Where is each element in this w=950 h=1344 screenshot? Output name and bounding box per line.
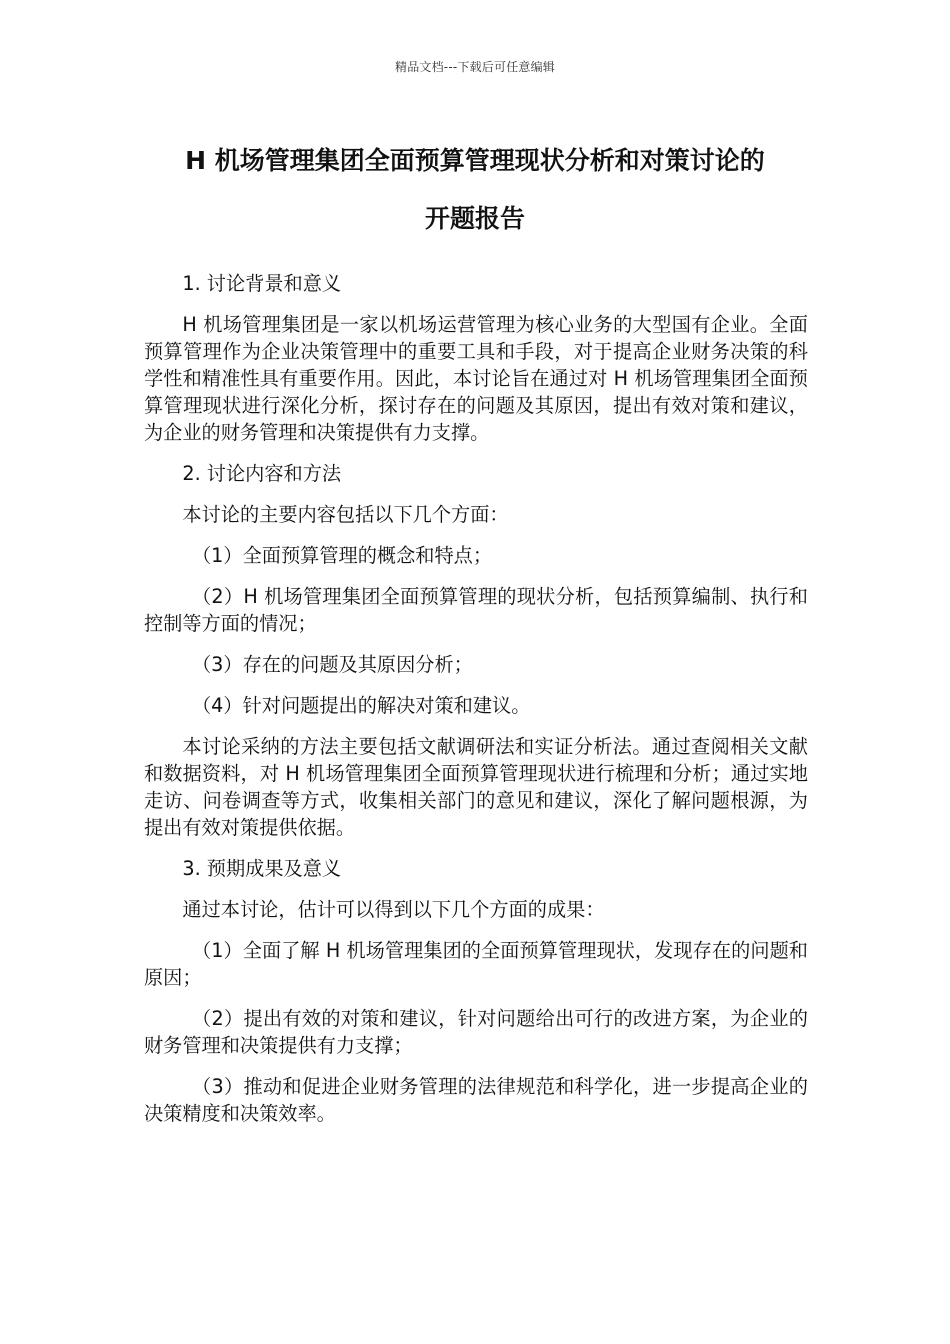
section-2-item-3: （3）存在的问题及其原因分析；: [192, 653, 473, 676]
title-line-2: 开题报告: [424, 204, 525, 233]
section-2-item-4: （4）针对问题提出的解决对策和建议。: [192, 694, 531, 717]
section-2-intro: 本讨论的主要内容包括以下几个方面：: [182, 503, 509, 526]
title-line-1: H 机场管理集团全面预算管理现状分析和对策讨论的: [185, 146, 765, 175]
section-3-item-1: （1）全面了解 H 机场管理集团的全面预算管理现状，发现存在的问题和原因；: [144, 939, 808, 989]
section-3-item-2: （2）提出有效的对策和建议，针对问题给出可行的改进方案，为企业的财务管理和决策提供有力支撑；: [144, 1007, 808, 1057]
document-title: [140, 132, 810, 248]
page-header: 精品文档---下载后可任意编辑: [395, 60, 555, 74]
section-3-intro: 通过本讨论，估计可以得到以下几个方面的成果：: [182, 898, 605, 921]
section-2-item-2: （2）H 机场管理集团全面预算管理的现状分析，包括预算编制、执行和控制等方面的情况；: [144, 585, 808, 635]
document-body: [144, 270, 808, 1141]
section-1-heading: 1. 讨论背景和意义: [182, 272, 342, 295]
section-3-item-3: （3）推动和促进企业财务管理的法律规范和科学化，进一步提高企业的决策精度和决策效率。: [144, 1075, 808, 1125]
section-2-item-1: （1）全面预算管理的概念和特点；: [192, 544, 493, 567]
section-2-method: 本讨论采纳的方法主要包括文献调研法和实证分析法。通过查阅相关文献和数据资料，对 H 机场管理集团全面预算管理现状进行梳理和分析；通过实地走访、问卷调查等方式，收集相关部门的意见和建议，深化了解问题根源，为提出有效对策提供依据。: [144, 735, 808, 839]
section-1-paragraph: H 机场管理集团是一家以机场运营管理为核心业务的大型国有企业。全面预算管理作为企业决策管理中的重要工具和手段，对于提高企业财务决策的科学性和精准性具有重要作用。因此，本讨论旨在通过对 H 机场管理集团全面预算管理现状进行深化分析，探讨存在的问题及其原因，提出有效对策和建议，为企业的财务管理和决策提供有力支撑。: [144, 313, 808, 444]
section-2-heading: 2. 讨论内容和方法: [182, 462, 342, 485]
section-3-heading: 3. 预期成果及意义: [182, 857, 342, 880]
